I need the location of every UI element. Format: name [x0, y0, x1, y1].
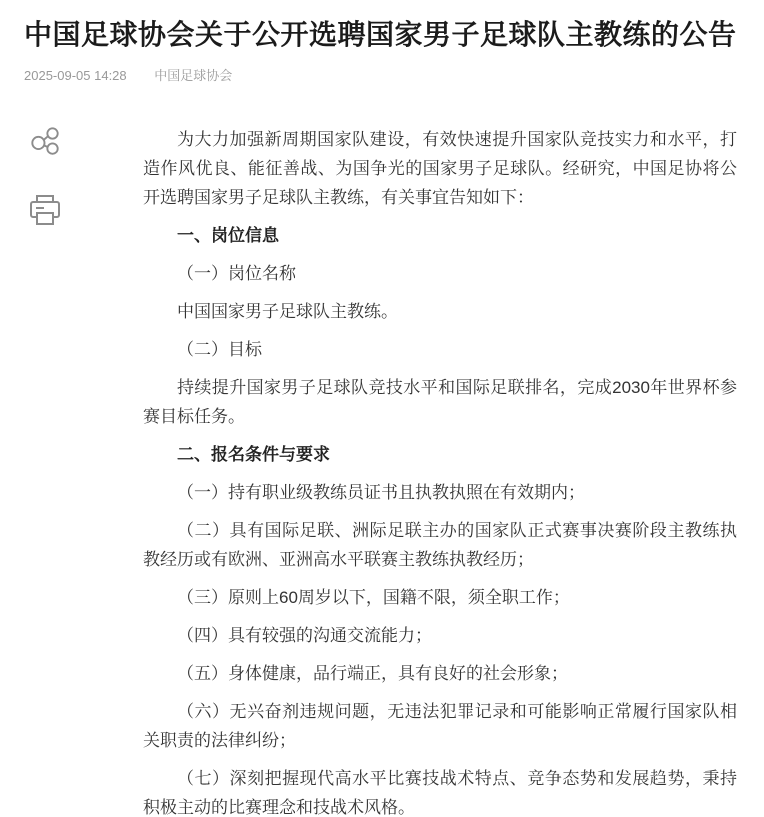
- share-icon: [29, 126, 61, 158]
- paragraph: （四）具有较强的沟通交流能力；: [177, 626, 432, 645]
- article-body: [143, 125, 764, 817]
- paragraph: （七）深刻把握现代高水平比赛技战术特点、竞争态势和发展趋势，秉持积极主动的比赛理念和技战术风格。: [143, 769, 737, 817]
- paragraph: （二）目标: [177, 340, 262, 359]
- paragraph: 中国国家男子足球队主教练。: [177, 302, 398, 321]
- article-meta: [24, 65, 740, 84]
- paragraph: 持续提升国家男子足球队竞技水平和国际足联排名，完成2030年世界杯参赛目标任务。: [143, 378, 737, 426]
- paragraph: （一）岗位名称: [177, 264, 296, 283]
- paragraph-intro: 为大力加强新周期国家队建设，有效快速提升国家队竞技实力和水平，打造作风优良、能征善战、为国争光的国家男子足球队。经研究，中国足协将公开选聘国家男子足球队主教练，有关事宜告知如下：: [143, 130, 737, 207]
- content-area: [0, 125, 764, 817]
- article-header: [0, 0, 764, 84]
- side-toolbar: [0, 125, 143, 817]
- print-icon: [28, 193, 62, 227]
- paragraph: （三）原则上60周岁以下，国籍不限，须全职工作；: [177, 588, 570, 607]
- publish-time: 2025-09-05 14:28: [24, 68, 127, 83]
- section-heading-2: 二、报名条件与要求: [177, 445, 330, 464]
- paragraph: （五）身体健康，品行端正，具有良好的社会形象；: [177, 664, 568, 683]
- source-name: 中国足球协会: [154, 68, 233, 83]
- print-button[interactable]: [28, 193, 62, 227]
- share-button[interactable]: [28, 125, 62, 159]
- page-title: 中国足球协会关于公开选聘国家男子足球队主教练的公告: [24, 19, 737, 50]
- paragraph: （六）无兴奋剂违规问题，无违法犯罪记录和可能影响正常履行国家队相关职责的法律纠纷；: [143, 702, 737, 750]
- section-heading-1: 一、岗位信息: [177, 226, 279, 245]
- paragraph: （一）持有职业级教练员证书且执教执照在有效期内；: [177, 483, 585, 502]
- paragraph: （二）具有国际足联、洲际足联主办的国家队正式赛事决赛阶段主教练执教经历或有欧洲、亚洲高水平联赛主教练执教经历；: [143, 521, 737, 569]
